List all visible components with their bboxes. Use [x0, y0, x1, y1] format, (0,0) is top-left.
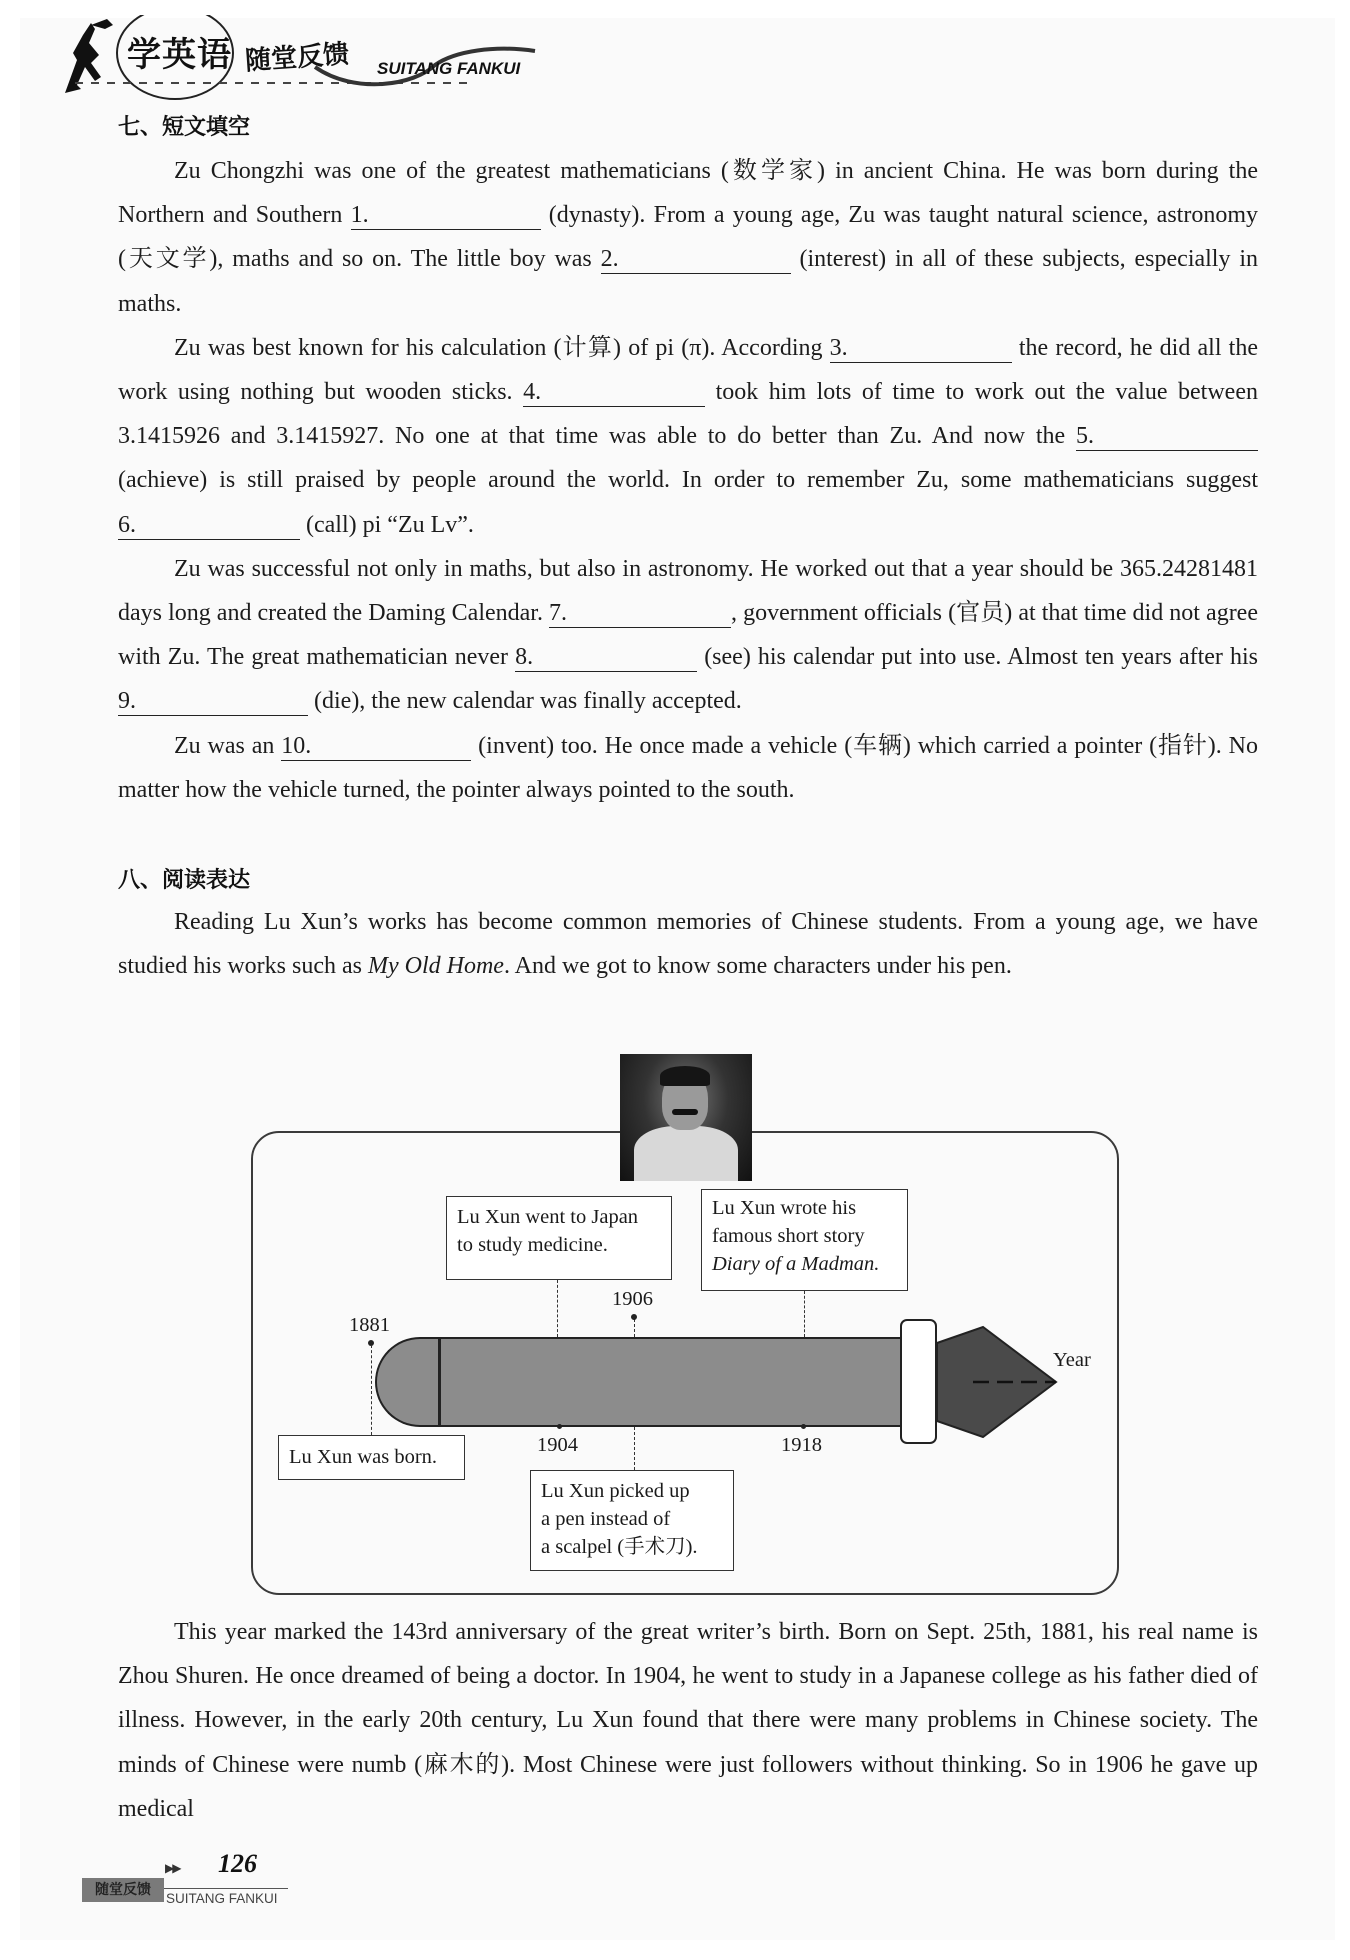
connector-line [371, 1345, 372, 1435]
year-1918-label: 1918 [781, 1434, 822, 1456]
blank-10-input[interactable]: 10. [281, 732, 471, 761]
event-text: Lu Xun picked up [541, 1480, 690, 1502]
connector-line [557, 1280, 558, 1337]
event-text: a pen instead of [541, 1508, 671, 1530]
year-1906-marker [631, 1314, 637, 1320]
year-1881-label: 1881 [349, 1314, 390, 1336]
year-1904-label: 1904 [537, 1434, 578, 1456]
header-subtitle-en: SUITANG FANKUI [377, 59, 521, 78]
event-text: Lu Xun was born. [289, 1446, 438, 1468]
event-text: Lu Xun wrote his [712, 1197, 857, 1219]
text: (call) pi “Zu Lv”. [300, 511, 474, 538]
connector-line [804, 1291, 805, 1337]
blank-8-input[interactable]: 8. [515, 643, 697, 672]
text: (invent) too. He once made a vehicle (车辆) which carried a pointer (指针). No matter how the vehicle turned, the pointer always pointed to the south. [118, 732, 1259, 803]
event-pen-box [530, 1470, 734, 1571]
section-8-body [118, 1610, 1258, 1831]
body-paragraph: This year marked the 143rd anniversary of the great writer’s birth. Born on Sept. 25th, 1881, his real name is Zhou Shuren. He once dreamed of being a doctor. In 1904, he went to study in a Japanese college as his father died of illness. However, in the early 20th century, Lu Xun found that there were many problems in Chinese society. The minds of Chinese were numb (麻木的). Most Chinese were just followers without thinking. So in 1906 he gave up medical [118, 1619, 1258, 1822]
text: (interest) in all of these subjects, especially in maths. [118, 246, 1258, 317]
intro-paragraph [118, 900, 1258, 988]
page-number: 126 [218, 1849, 257, 1878]
text: Zu was an [174, 732, 282, 759]
year-1906-label: 1906 [612, 1288, 653, 1310]
blank-5-input[interactable]: 5. [1076, 422, 1258, 451]
event-text: Diary of a Madman. [712, 1253, 880, 1275]
pen-divider [438, 1337, 441, 1427]
header-subtitle-cn: 随堂反馈 [244, 39, 351, 77]
connector-line [634, 1319, 635, 1337]
text: Zu was best known for his calculation (计算) of pi (π). According [174, 334, 830, 361]
text: (die), the new calendar was finally accepted. [308, 688, 742, 715]
text: Zu Chongzhi was one of the greatest mathematicians (数学家) in ancient China. He was born during the Northern and Southern [118, 158, 1258, 229]
footer-tag-cn: 随堂反馈 [82, 1878, 164, 1902]
text: , government officials (官员) at that time did not agree with Zu. The great mathematician never [118, 600, 1258, 671]
timeline-pen-body [375, 1337, 901, 1427]
text: Reading Lu Xun’s works has become common memories of Chinese students. From a young age, we have studied his works such as [118, 909, 1258, 980]
paragraph-2 [118, 326, 1258, 547]
connector-line [634, 1427, 635, 1470]
pen-nib-arrow-icon [935, 1325, 1060, 1440]
blank-4-input[interactable]: 4. [523, 378, 705, 407]
text: (see) his calendar put into use. Almost ten years after his [697, 644, 1258, 671]
lu-xun-portrait-image [620, 1054, 752, 1181]
text: . And we got to know some characters under his pen. [503, 953, 1012, 980]
blank-9-input[interactable]: 9. [118, 687, 308, 716]
event-text: a scalpel (手术刀). [541, 1536, 698, 1558]
pen-clip [900, 1319, 937, 1444]
text: Zu was successful not only in maths, but also in astronomy. He worked out that a year should be 365.24281481 days long and created the Daming Calendar. [118, 555, 1258, 627]
footer-divider [164, 1888, 288, 1889]
axis-label-year: Year [1053, 1349, 1091, 1371]
text: the record, he did all the work using nothing but wooden sticks. [118, 334, 1258, 406]
year-1904-marker [557, 1424, 562, 1429]
event-japan-box [446, 1196, 672, 1280]
event-born-box [278, 1435, 465, 1480]
paragraph-1 [118, 149, 1258, 326]
blank-1-input[interactable]: 1. [351, 201, 541, 230]
footer-arrows-icon: ▶▶ [165, 1861, 180, 1875]
text: (dynasty). From a young age, Zu was taught natural science, astronomy (天文学), maths and so on. The little boy was [118, 202, 1259, 273]
blank-7-input[interactable]: 7. [549, 599, 731, 628]
text: (achieve) is still praised by people around the world. In order to remember Zu, some mathematicians suggest [118, 467, 1258, 494]
event-text: to study medicine. [457, 1234, 608, 1256]
blank-2-input[interactable]: 2. [601, 245, 791, 274]
book-title: My Old Home [367, 953, 504, 980]
header-title-cn: 学英语 [127, 35, 232, 75]
section-7-title: 七、短文填空 [118, 115, 251, 140]
event-text: Lu Xun went to Japan [457, 1206, 639, 1228]
paragraph-4 [118, 724, 1258, 812]
section-8-intro [118, 900, 1258, 988]
text: took him lots of time to work out the value between 3.1415926 and 3.1415927. No one at that time was able to do better than Zu. And now the [118, 379, 1258, 450]
footer-tag-en: SUITANG FANKUI [166, 1891, 278, 1906]
blank-6-input[interactable]: 6. [118, 511, 300, 540]
event-diary-box [701, 1189, 908, 1291]
header-logo [55, 15, 575, 100]
section-8-title: 八、阅读表达 [118, 868, 251, 893]
blank-3-input[interactable]: 3. [830, 334, 1012, 363]
event-text: famous short story [712, 1225, 865, 1247]
paragraph-3 [118, 547, 1258, 724]
year-1918-marker [801, 1424, 806, 1429]
section-7-passage [118, 149, 1258, 812]
